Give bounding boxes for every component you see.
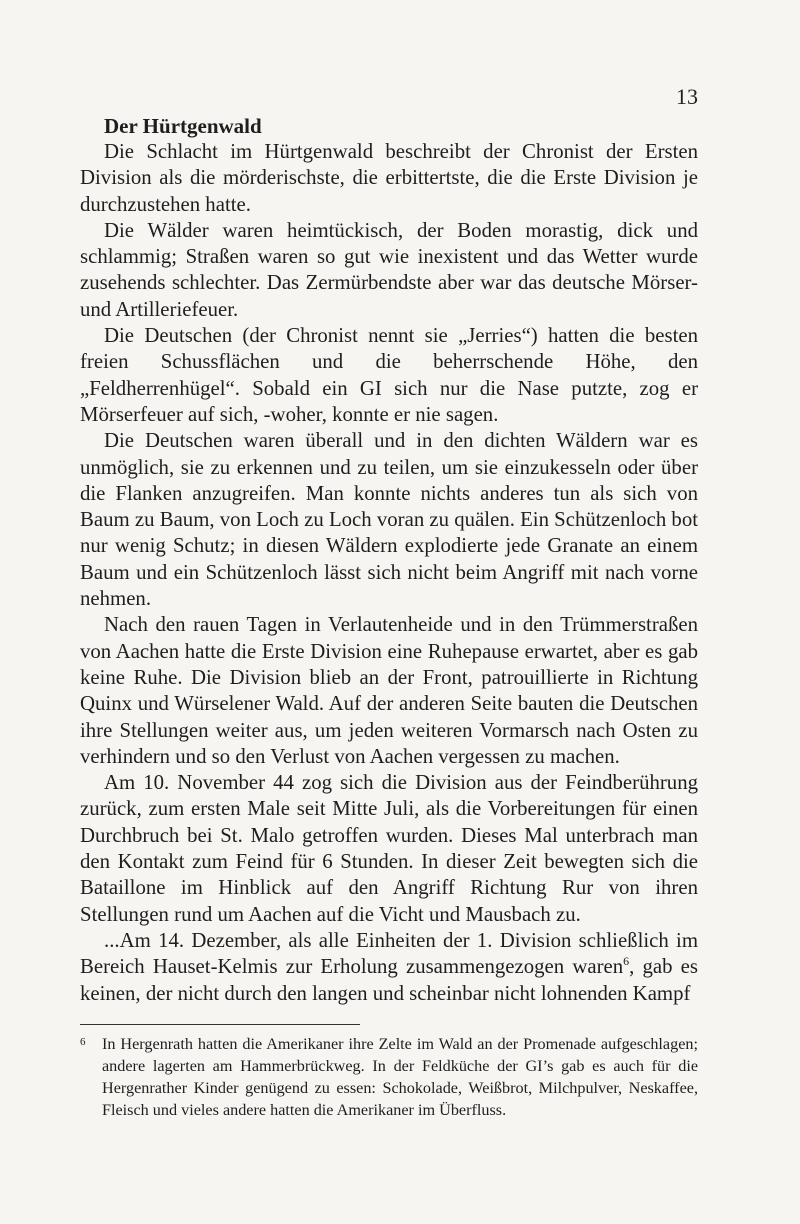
paragraph-3: Die Deutschen (der Chronist nennt sie „Jerries“) hatten die besten freien Schussflächen und die beherrschende Höhe, den „Feldherrenhügel“. Sobald ein GI sich nur die Nase putzte, zog er Mörserfeuer auf sich, -woher, konnte er nie sagen. [80,324,698,426]
footnote-reference: 6 [623,954,630,969]
paragraph-7-text-b: , gab es keinen, der nicht durch den langen und scheinbar nicht lohnenden Kampf [80,955,698,1005]
paragraph-2: Die Wälder waren heimtückisch, der Boden morastig, dick und schlammig; Straßen waren so gut wie inexistent und das Wetter wurde zusehends schlechter. Das Zermürbendste aber war das deutsche Mörser- und Artilleriefeuer. [80,218,698,321]
footnote-mark: 6 [80,1036,86,1048]
paragraph-1: Die Schlacht im Hürtgenwald beschreibt der Chronist der Ersten Division als die mörderischste, die erbittertste, die die Erste Division je durchzustehen hatte. [80,140,698,216]
footnote-text: In Hergenrath hatten die Amerikaner ihre Zelte im Wald an der Promenade aufgeschlagen; andere lagerten am Hammerbrückweg. In der Feldküche der GI’s gab es auch für die Hergenrather Kinder genügend zu essen: Schokolade, Weißbrot, Milchpulver, Neskaffee, Fleisch und vieles andere hatten die Amerikaner im Überfluss. [102,1035,698,1119]
paragraph-5: Nach den rauen Tagen in Verlautenheide und in den Trümmerstraßen von Aachen hatte die Erste Division eine Ruhepause erwartet, aber es gab keine Ruhe. Die Division blieb an der Front, patrouillierte in Richtung Quinx und Würselener Wald. Auf der anderen Seite bauten die Deutschen ihre Stellungen weiter aus, um jeden weiteren Vormarsch nach Osten zu verhindern und so den Verlust von Aachen vergessen zu machen. [80,613,698,768]
main-text [80,113,698,1007]
footnote-divider [80,1024,360,1025]
footnote [80,1033,698,1121]
paragraph-6: Am 10. November 44 zog sich die Division aus der Feindberührung zurück, zum ersten Male seit Mitte Juli, als die Vorbereitungen für einen Durchbruch bei St. Malo getroffen wurden. Dieses Mal unterbrach man den Kontakt zum Feind für 6 Stunden. In dieser Zeit bewegten sich die Bataillone im Hinblick auf den Angriff Richtung Rur von ihren Stellungen rund um Aachen auf die Vicht und Mausbach zu. [80,771,698,926]
paragraph-7-text-a: ...Am 14. Dezember, als alle Einheiten der 1. Division schließlich im Bereich Hauset-Kelmis zur Erholung zusammengezogen waren [80,928,698,979]
paragraph-7 [80,928,698,1007]
page-number: 13 [676,84,698,109]
section-heading: Der Hürtgenwald [104,114,262,138]
paragraph-4: Die Deutschen waren überall und in den dichten Wäldern war es unmöglich, sie zu erkennen und zu teilen, um sie einzukesseln oder über die Flanken anzugreifen. Man konnte nichts anderes tun als sich von Baum zu Baum, von Loch zu Loch voran zu quälen. Ein Schützenloch bot nur wenig Schutz; in diesen Wäldern explodierte jede Granate an einem Baum und ein Schützenloch lässt sich nicht beim Angriff mit nach vorne nehmen. [80,429,698,611]
